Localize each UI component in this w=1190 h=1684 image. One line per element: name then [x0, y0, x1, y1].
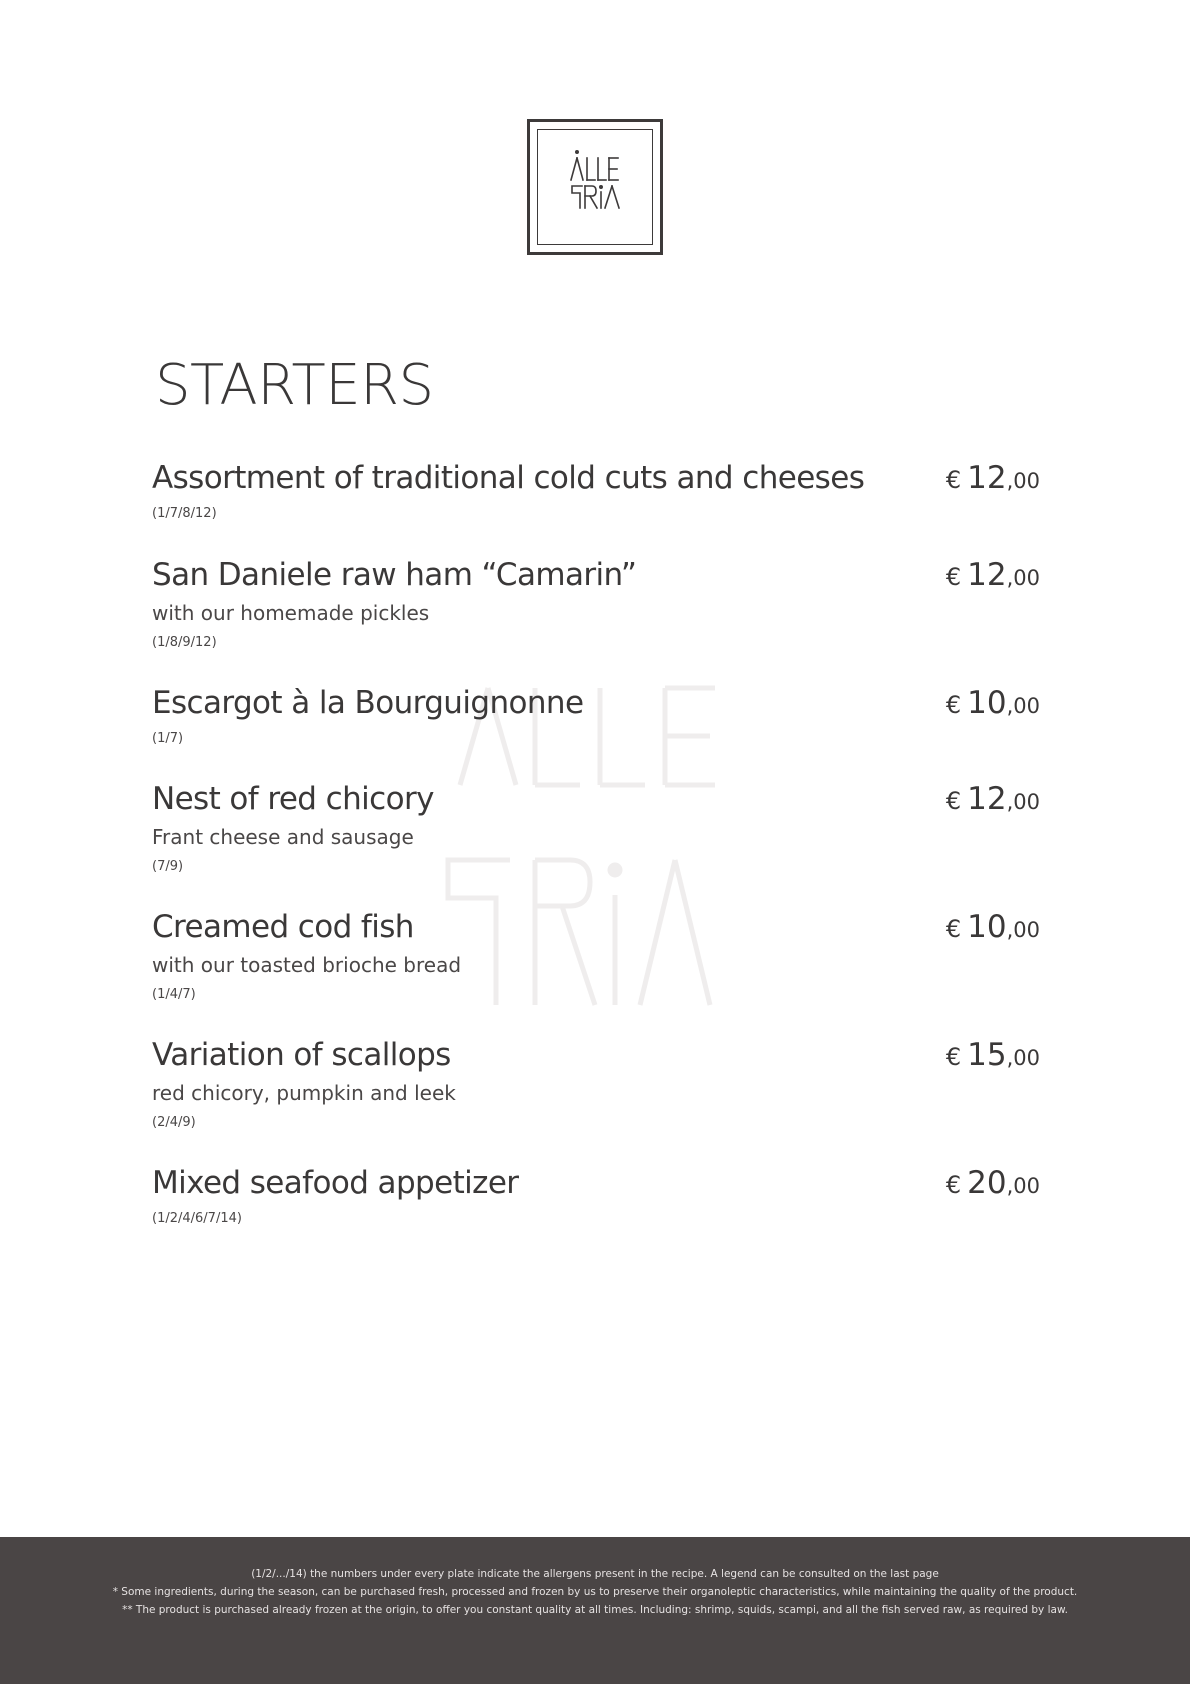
item-allergens: (1/8/9/12)	[152, 635, 217, 650]
price-decimal: ,00	[1006, 694, 1040, 718]
item-price	[945, 1037, 1040, 1073]
price-integer: 10	[967, 909, 1007, 945]
menu-item	[152, 685, 1040, 746]
item-allergens: (1/2/4/6/7/14)	[152, 1211, 242, 1226]
footer-allergen-note: (1/2/.../14) the numbers under every plate indicate the allergens present in the recipe. A legend can be consulted on the last page	[251, 1568, 939, 1580]
item-price	[945, 781, 1040, 817]
currency-symbol: €	[945, 563, 962, 591]
logo-monogram	[530, 122, 660, 252]
item-price	[945, 1165, 1040, 1201]
item-price	[945, 557, 1040, 593]
currency-symbol: €	[945, 691, 962, 719]
price-integer: 12	[967, 460, 1007, 496]
item-name: Variation of scallops	[152, 1037, 451, 1073]
item-name: Creamed cod fish	[152, 909, 414, 945]
item-description: with our toasted brioche bread	[152, 953, 462, 977]
price-decimal: ,00	[1006, 469, 1040, 493]
menu-item	[152, 557, 1040, 650]
menu-item	[152, 909, 1040, 1002]
currency-symbol: €	[945, 915, 962, 943]
item-allergens: (1/7)	[152, 731, 184, 746]
menu-item	[152, 460, 1040, 521]
footer-origin-frozen-note: ** The product is purchased already frozen at the origin, to offer you constant quality at all times. Including: shrimp, squids, scampi, and all the fish served raw, as required by law.	[122, 1604, 1068, 1616]
footer-frozen-note: * Some ingredients, during the season, can be purchased fresh, processed and frozen by us to preserve their organoleptic characteristics, while maintaining the quality of the product.	[112, 1586, 1078, 1598]
price-decimal: ,00	[1006, 790, 1040, 814]
item-name: San Daniele raw ham “Camarin”	[152, 557, 637, 593]
price-decimal: ,00	[1006, 566, 1040, 590]
currency-symbol: €	[945, 466, 962, 494]
price-integer: 12	[967, 557, 1007, 593]
item-price	[945, 460, 1040, 496]
item-name: Nest of red chicory	[152, 781, 434, 817]
menu-item	[152, 1165, 1040, 1226]
item-description: Frant cheese and sausage	[152, 825, 414, 849]
allergen-footer	[0, 1537, 1190, 1684]
price-integer: 20	[967, 1165, 1007, 1201]
price-integer: 15	[967, 1037, 1007, 1073]
item-allergens: (1/7/8/12)	[152, 506, 217, 521]
allegria-logo	[527, 119, 663, 255]
menu-item	[152, 781, 1040, 874]
item-name: Escargot à la Bourguignonne	[152, 685, 584, 721]
item-description: with our homemade pickles	[152, 601, 430, 625]
item-price	[945, 685, 1040, 721]
item-allergens: (7/9)	[152, 859, 184, 874]
price-integer: 12	[967, 781, 1007, 817]
price-decimal: ,00	[1006, 918, 1040, 942]
price-decimal: ,00	[1006, 1174, 1040, 1198]
section-title: STARTERS	[155, 353, 434, 418]
currency-symbol: €	[945, 1043, 962, 1071]
price-integer: 10	[967, 685, 1007, 721]
currency-symbol: €	[945, 787, 962, 815]
item-description: red chicory, pumpkin and leek	[152, 1081, 456, 1105]
item-price	[945, 909, 1040, 945]
item-allergens: (2/4/9)	[152, 1115, 196, 1130]
item-name: Assortment of traditional cold cuts and cheeses	[152, 460, 865, 496]
price-decimal: ,00	[1006, 1046, 1040, 1070]
item-name: Mixed seafood appetizer	[152, 1165, 519, 1201]
item-allergens: (1/4/7)	[152, 987, 196, 1002]
menu-item	[152, 1037, 1040, 1130]
currency-symbol: €	[945, 1171, 962, 1199]
